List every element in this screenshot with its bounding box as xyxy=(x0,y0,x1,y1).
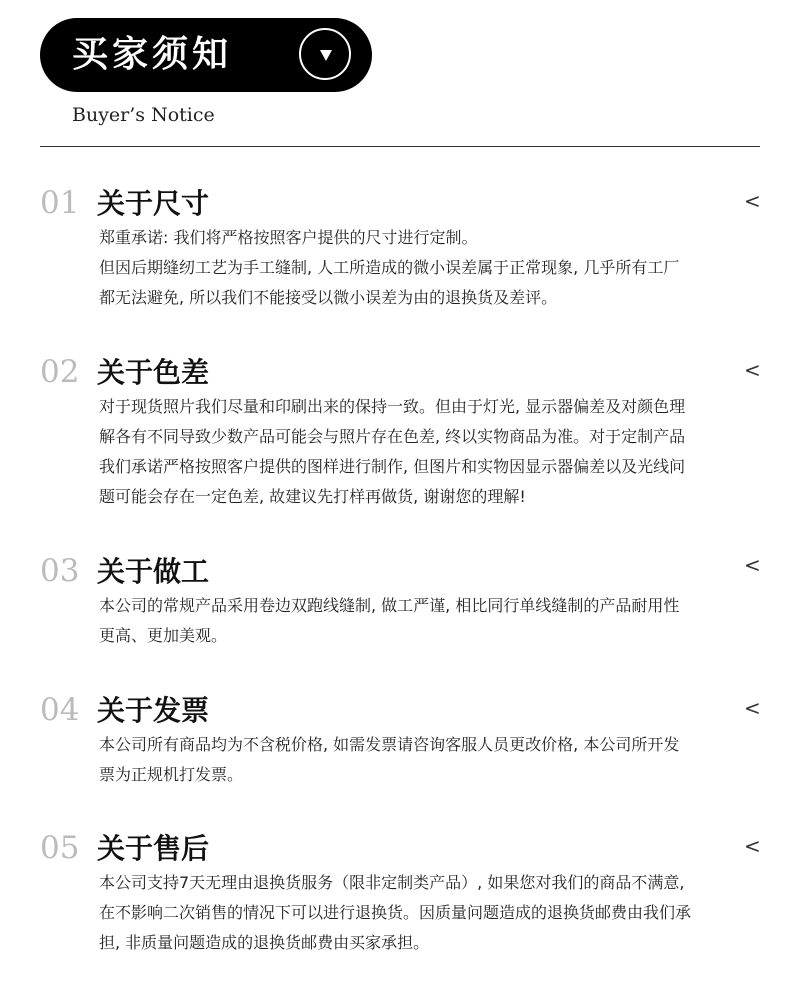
chevron-left-icon[interactable]: < xyxy=(744,189,761,213)
body-line: 票为正规机打发票。 xyxy=(99,765,244,784)
divider xyxy=(40,146,760,147)
body-line: 我们承诺严格按照客户提供的图样进行制作, 但图片和实物因显示器偏差以及光线问 xyxy=(99,457,686,476)
page-subtitle: Buyer’s Notice xyxy=(72,104,215,126)
body-line: 本公司的常规产品采用卷边双跑线缝制, 做工严谨, 相比同行单线缝制的产品耐用性 xyxy=(99,596,680,615)
body-line: 但因后期缝纫工艺为手工缝制, 人工所造成的微小误差属于正常现象, 几乎所有工厂 xyxy=(99,258,680,277)
section-number: 02 xyxy=(40,354,80,390)
section-number: 05 xyxy=(40,830,80,866)
section-body xyxy=(99,392,759,512)
body-line: 本公司支持7天无理由退换货服务（限非定制类产品）, 如果您对我们的商品不满意, xyxy=(99,873,685,892)
section-body xyxy=(99,223,759,313)
chevron-left-icon[interactable]: < xyxy=(744,553,761,577)
section-number: 03 xyxy=(40,553,80,589)
body-line: 对于现货照片我们尽量和印刷出来的保持一致。但由于灯光, 显示器偏差及对颜色理 xyxy=(99,397,686,416)
page-title: 买家须知 xyxy=(72,34,233,75)
section-number: 01 xyxy=(40,185,80,221)
section-body xyxy=(99,591,759,651)
chevron-left-icon[interactable]: < xyxy=(744,696,761,720)
section-body xyxy=(99,730,759,790)
body-line: 在不影响二次销售的情况下可以进行退换货。因质量问题造成的退换货邮费由我们承 xyxy=(99,903,692,922)
section-heading: 关于发票 xyxy=(97,694,210,727)
section-heading: 关于售后 xyxy=(97,832,210,865)
body-line: 更高、更加美观。 xyxy=(99,626,228,645)
body-line: 都无法避免, 所以我们不能接受以微小误差为由的退换货及差评。 xyxy=(99,288,558,307)
body-line: 担, 非质量问题造成的退换货邮费由买家承担。 xyxy=(99,933,430,952)
body-line: 本公司所有商品均为不含税价格, 如需发票请咨询客服人员更改价格, 本公司所开发 xyxy=(99,735,680,754)
body-line: 解各有不同导致少数产品可能会与照片存在色差, 终以实物商品为准。对于定制产品 xyxy=(99,427,686,446)
body-line: 郑重承诺: 我们将严格按照客户提供的尺寸进行定制。 xyxy=(99,228,478,247)
chevron-left-icon[interactable]: < xyxy=(744,358,761,382)
body-line: 题可能会存在一定色差, 故建议先打样再做货, 谢谢您的理解! xyxy=(99,487,526,506)
section-body xyxy=(99,868,759,958)
section-heading: 关于做工 xyxy=(97,555,210,588)
title-banner xyxy=(40,18,372,92)
chevron-left-icon[interactable]: < xyxy=(744,834,761,858)
chevron-down-icon[interactable] xyxy=(299,28,351,80)
section-heading: 关于色差 xyxy=(97,356,210,389)
section-heading: 关于尺寸 xyxy=(97,187,210,220)
section-number: 04 xyxy=(40,692,80,728)
